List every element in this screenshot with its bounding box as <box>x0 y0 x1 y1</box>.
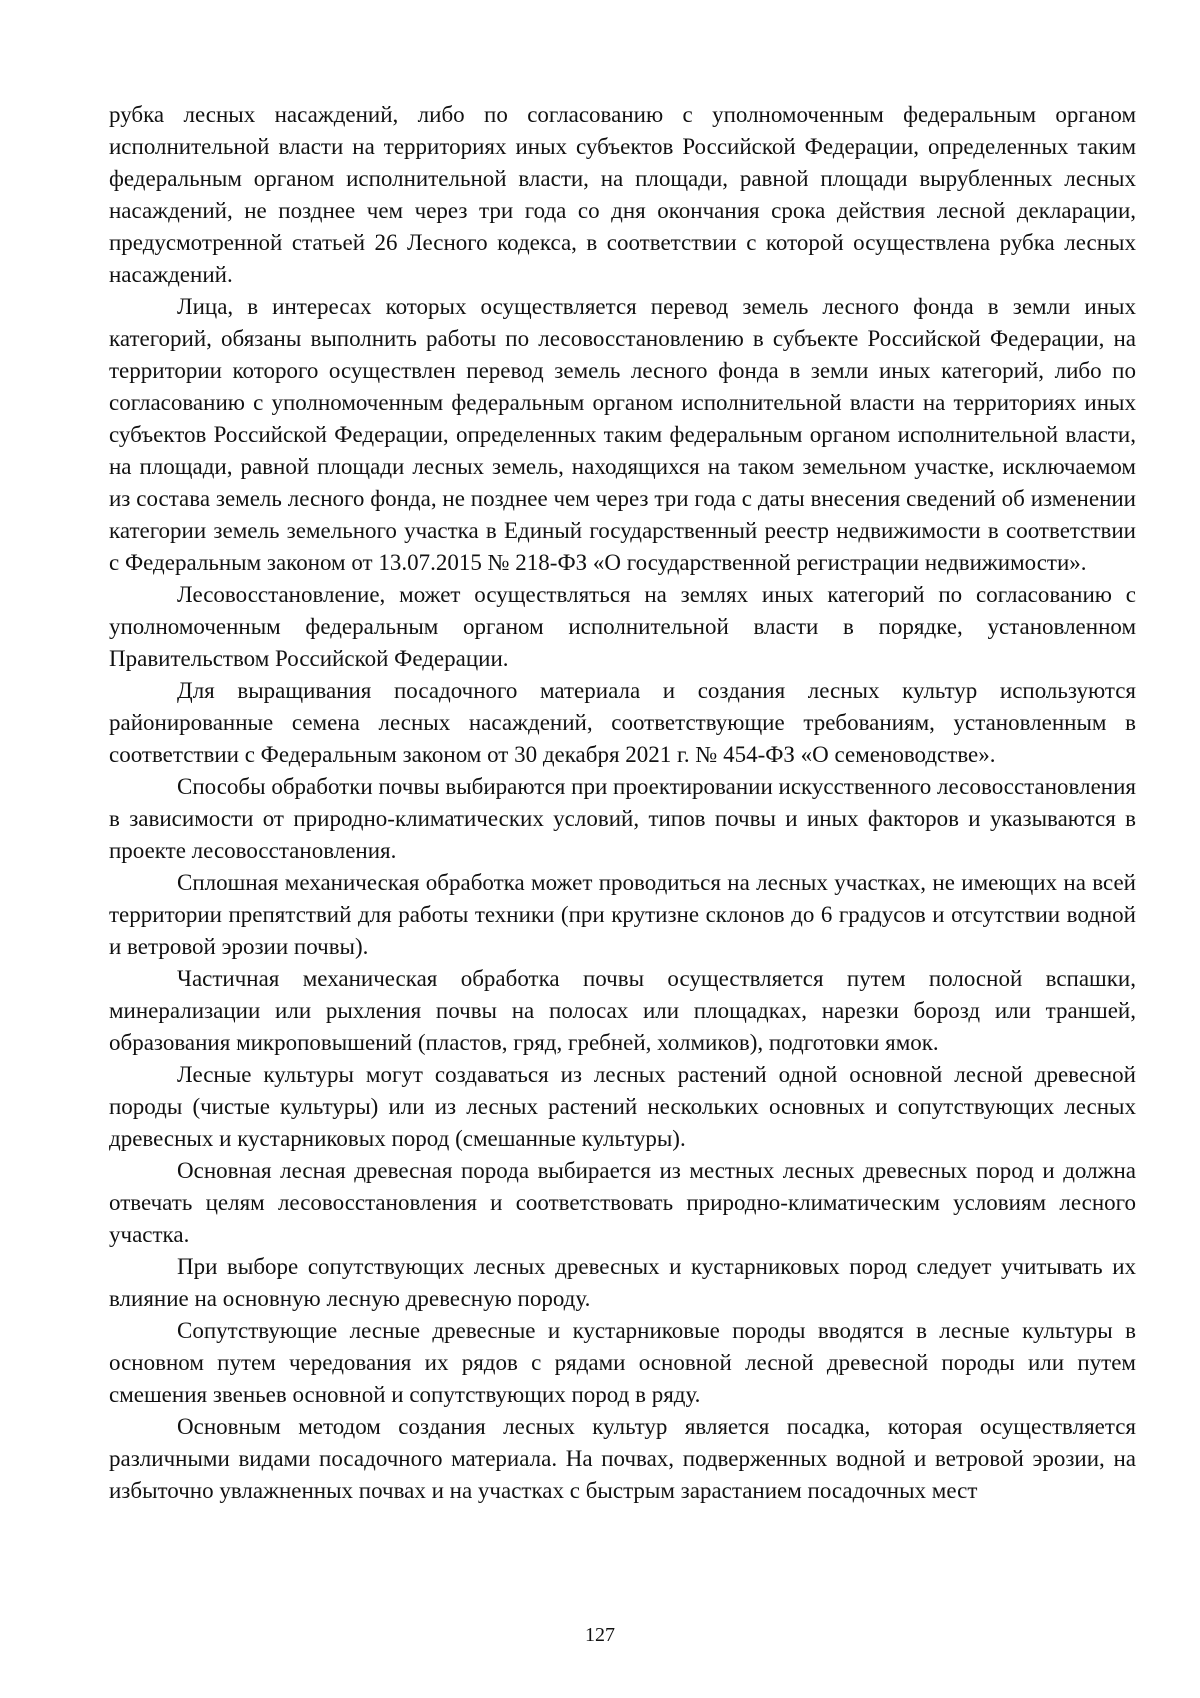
paragraph-2: Лица, в интересах которых осуществляется перевод земель лесного фонда в земли иных категорий, обязаны выполнить работы по лесовосстановлению в субъекте Российской Федерации, на территории которого осуществлен перевод земель лесного фонда в земли иных категорий, либо по согласованию с уполномоченным федеральным органом исполнительной власти на территориях иных субъектов Российской Федерации, определенных таким федеральным органом исполнительной власти, на площади, равной площади лесных земель, находящихся на таком земельном участке, исключаемом из состава земель лесного фонда, не позднее чем через три года с даты внесения сведений об изменении категории земель земельного участка в Единый государственный реестр недвижимости в соответствии с Федеральным законом от 13.07.2015 № 218-ФЗ «О государственной регистрации недвижимости». <box>109 294 1136 575</box>
paragraph-5: Способы обработки почвы выбираются при проектировании искусственного лесовосстановления в зависимости от природно-климатических условий, типов почвы и иных факторов и указываются в проекте лесовосстановления. <box>109 774 1136 863</box>
paragraph-12: Основным методом создания лесных культур является посадка, которая осуществляется различными видами посадочного материала. На почвах, подверженных водной и ветровой эрозии, на избыточно увлажненных почвах и на участках с быстрым зарастанием посадочных мест <box>109 1414 1136 1503</box>
paragraph-1: рубка лесных насаждений, либо по согласованию с уполномоченным федеральным органом исполнительной власти на территориях иных субъектов Российской Федерации, определенных таким федеральным органом исполнительной власти, на площади, равной площади вырубленных лесных насаждений, не позднее чем через три года со дня окончания срока действия лесной декларации, предусмотренной статьей 26 Лесного кодекса, в соответствии с которой осуществлена рубка лесных насаждений. <box>109 102 1136 287</box>
paragraph-11: Сопутствующие лесные древесные и кустарниковые породы вводятся в лесные культуры в основном путем чередования их рядов с рядами основной лесной древесной породы или путем смешения звеньев основной и сопутствующих пород в ряду. <box>109 1318 1136 1407</box>
page-number: 127 <box>585 1624 615 1646</box>
paragraph-7: Частичная механическая обработка почвы осуществляется путем полосной вспашки, минерализации или рыхления почвы на полосах или площадках, нарезки борозд или траншей, образования микроповышений (пластов, гряд, гребней, холмиков), подготовки ямок. <box>109 966 1136 1055</box>
paragraph-3: Лесовосстановление, может осуществляться на землях иных категорий по согласованию с уполномоченным федеральным органом исполнительной власти в порядке, установленном Правительством Российской Федерации. <box>109 582 1136 671</box>
paragraph-8: Лесные культуры могут создаваться из лесных растений одной основной лесной древесной породы (чистые культуры) или из лесных растений нескольких основных и сопутствующих лесных древесных и кустарниковых пород (смешанные культуры). <box>109 1062 1136 1151</box>
document-body <box>109 99 1136 1507</box>
paragraph-6: Сплошная механическая обработка может проводиться на лесных участках, не имеющих на всей территории препятствий для работы техники (при крутизне склонов до 6 градусов и отсутствии водной и ветровой эрозии почвы). <box>109 870 1136 959</box>
paragraph-9: Основная лесная древесная порода выбирается из местных лесных древесных пород и должна отвечать целям лесовосстановления и соответствовать природно-климатическим условиям лесного участка. <box>109 1158 1136 1247</box>
paragraph-10: При выборе сопутствующих лесных древесных и кустарниковых пород следует учитывать их влияние на основную лесную древесную породу. <box>109 1254 1136 1311</box>
paragraph-4: Для выращивания посадочного материала и создания лесных культур используются районированные семена лесных насаждений, соответствующие требованиям, установленным в соответствии с Федеральным законом от 30 декабря 2021 г. № 454-ФЗ «О семеноводстве». <box>109 678 1136 767</box>
